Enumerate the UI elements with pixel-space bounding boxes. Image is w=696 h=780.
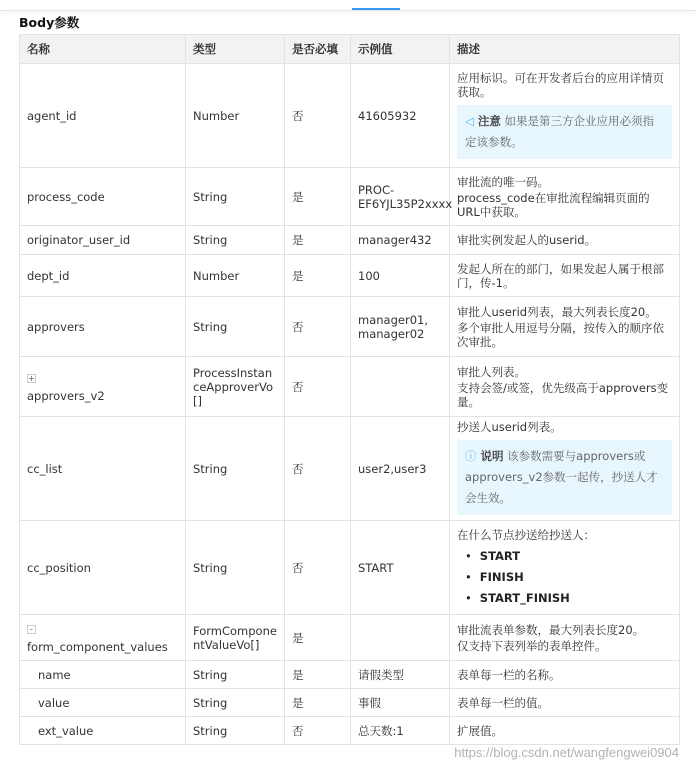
param-type: String [186, 661, 285, 689]
top-bar [0, 0, 696, 11]
description-text: 审批流的唯一码。 [457, 174, 549, 189]
param-required: 否 [285, 297, 351, 357]
param-name-cell [20, 357, 186, 417]
param-required: 是 [285, 255, 351, 297]
note-label: 说明 [480, 449, 504, 463]
header-description: 描述 [450, 35, 680, 64]
header-required: 是否必填 [285, 35, 351, 64]
description-text: 应用标识。可在开发者后台的应用详情页获取。 [457, 70, 664, 99]
expand-toggle-icon[interactable]: + [28, 374, 35, 383]
param-description [450, 717, 680, 745]
param-type: String [186, 717, 285, 745]
param-name: value [38, 695, 70, 710]
note-box [457, 105, 672, 159]
param-type: String [186, 226, 285, 255]
description-text: 支持会签/或签，优先级高于approvers变量。 [457, 380, 669, 409]
option-item: • FINISH [457, 567, 672, 588]
table-row [20, 521, 680, 615]
param-required: 是 [285, 168, 351, 226]
param-name-cell [20, 689, 186, 717]
param-required: 是 [285, 615, 351, 661]
param-name: originator_user_id [27, 233, 131, 247]
param-name: cc_position [27, 560, 91, 575]
param-type: String [186, 417, 285, 521]
param-description [450, 168, 680, 226]
param-type: String [186, 521, 285, 615]
param-name-cell [20, 661, 186, 689]
param-name: approvers_v2 [27, 389, 105, 403]
param-required: 是 [285, 661, 351, 689]
param-name: cc_list [27, 461, 63, 476]
param-name: name [38, 667, 71, 682]
table-row [20, 615, 680, 661]
note-label: 注意 [477, 113, 501, 128]
description-text: 在什么节点抄送给抄送人： [457, 528, 595, 542]
param-name: form_component_values [27, 640, 168, 654]
param-type: ProcessInstanceApproverVo[] [186, 357, 285, 417]
param-description [450, 689, 680, 717]
param-name-cell [20, 417, 186, 521]
param-name: dept_id [27, 268, 70, 283]
description-text: 扩展值。 [457, 723, 503, 738]
param-name-cell [20, 64, 186, 168]
param-name-cell [20, 255, 186, 297]
param-description [450, 357, 680, 417]
table-header [20, 35, 680, 64]
param-name: agent_id [27, 108, 77, 123]
note-text: 如果是第三方企业应用必须指定该参数。 [465, 113, 655, 149]
header-type: 类型 [186, 35, 285, 64]
table-row [20, 226, 680, 255]
param-required: 否 [285, 417, 351, 521]
table-row [20, 168, 680, 226]
param-example: 41605932 [351, 64, 450, 168]
param-example: manager01, manager02 [351, 297, 450, 357]
param-description [450, 615, 680, 661]
param-name: ext_value [38, 723, 94, 738]
param-description [450, 661, 680, 689]
param-example [351, 615, 450, 661]
param-name-cell [20, 717, 186, 745]
param-required: 是 [285, 689, 351, 717]
table-row [20, 417, 680, 521]
description-text: 审批人列表。 [457, 364, 526, 379]
description-text: 审批人userid列表，最大列表长度20。 [457, 304, 657, 319]
params-table [19, 34, 680, 745]
option-item: • START_FINISH [457, 588, 672, 609]
description-text: process_code在审批流程编辑页面的URL中获取。 [457, 190, 650, 219]
description-text: 表单每一栏的值。 [457, 695, 549, 710]
param-example: manager432 [351, 226, 450, 255]
param-name-cell [20, 297, 186, 357]
param-required: 否 [285, 357, 351, 417]
watermark: https://blog.csdn.net/wangfengwei0904 [454, 745, 679, 760]
table-row [20, 255, 680, 297]
param-description [450, 297, 680, 357]
param-example [351, 357, 450, 417]
param-required: 否 [285, 64, 351, 168]
param-name-cell [20, 615, 186, 661]
param-name: process_code [27, 189, 105, 204]
description-text: 多个审批人用逗号分隔，按传入的顺序依次审批。 [457, 320, 664, 349]
table-row [20, 717, 680, 745]
param-type: String [186, 689, 285, 717]
param-type: String [186, 168, 285, 226]
param-description [450, 226, 680, 255]
param-name-cell [20, 168, 186, 226]
description-text: 发起人所在的部门，如果发起人属于根部门，传-1。 [457, 261, 664, 290]
description-text: 审批实例发起人的userid。 [457, 233, 597, 247]
description-text: 审批流表单参数，最大列表长度20。 [457, 622, 645, 637]
param-type: String [186, 297, 285, 357]
description-text: 表单每一栏的名称。 [457, 667, 561, 682]
param-description [450, 64, 680, 168]
table-row [20, 357, 680, 417]
param-name: approvers [27, 319, 85, 334]
description-text: 仅支持下表列举的表单控件。 [457, 638, 607, 653]
param-required: 否 [285, 717, 351, 745]
table-row [20, 689, 680, 717]
param-type: Number [186, 64, 285, 168]
table-row [20, 661, 680, 689]
param-example: user2,user3 [351, 417, 450, 521]
option-list [457, 546, 672, 609]
header-example: 示例值 [351, 35, 450, 64]
option-item: • START [457, 546, 672, 567]
param-example: 100 [351, 255, 450, 297]
param-example: PROC-EF6YJL35P2xxxx [351, 168, 450, 226]
param-name-cell [20, 521, 186, 615]
section-title: Body参数 [19, 15, 80, 30]
param-required: 是 [285, 226, 351, 255]
param-required: 否 [285, 521, 351, 615]
active-tab-indicator [352, 8, 400, 10]
collapse-toggle-icon[interactable]: - [27, 625, 36, 634]
table-container [19, 34, 679, 760]
param-example: 请假类型 [351, 661, 450, 689]
header-name: 名称 [20, 35, 186, 64]
question-icon: ⓘ [465, 449, 477, 463]
table-row [20, 64, 680, 168]
param-description [450, 521, 680, 615]
note-text: 该参数需要与approvers或approvers_v2参数一起传，抄送人才会生效。 [465, 449, 658, 505]
param-example: 总天数:1 [351, 717, 450, 745]
param-description [450, 255, 680, 297]
table-row [20, 297, 680, 357]
description-text: 抄送人userid列表。 [457, 420, 562, 434]
note-box [457, 440, 672, 515]
param-name-cell [20, 226, 186, 255]
param-type: FormComponentValueVo[] [186, 615, 285, 661]
param-type: Number [186, 255, 285, 297]
speaker-icon: ◁ [465, 113, 474, 128]
param-example: START [351, 521, 450, 615]
param-description [450, 417, 680, 521]
param-example: 事假 [351, 689, 450, 717]
